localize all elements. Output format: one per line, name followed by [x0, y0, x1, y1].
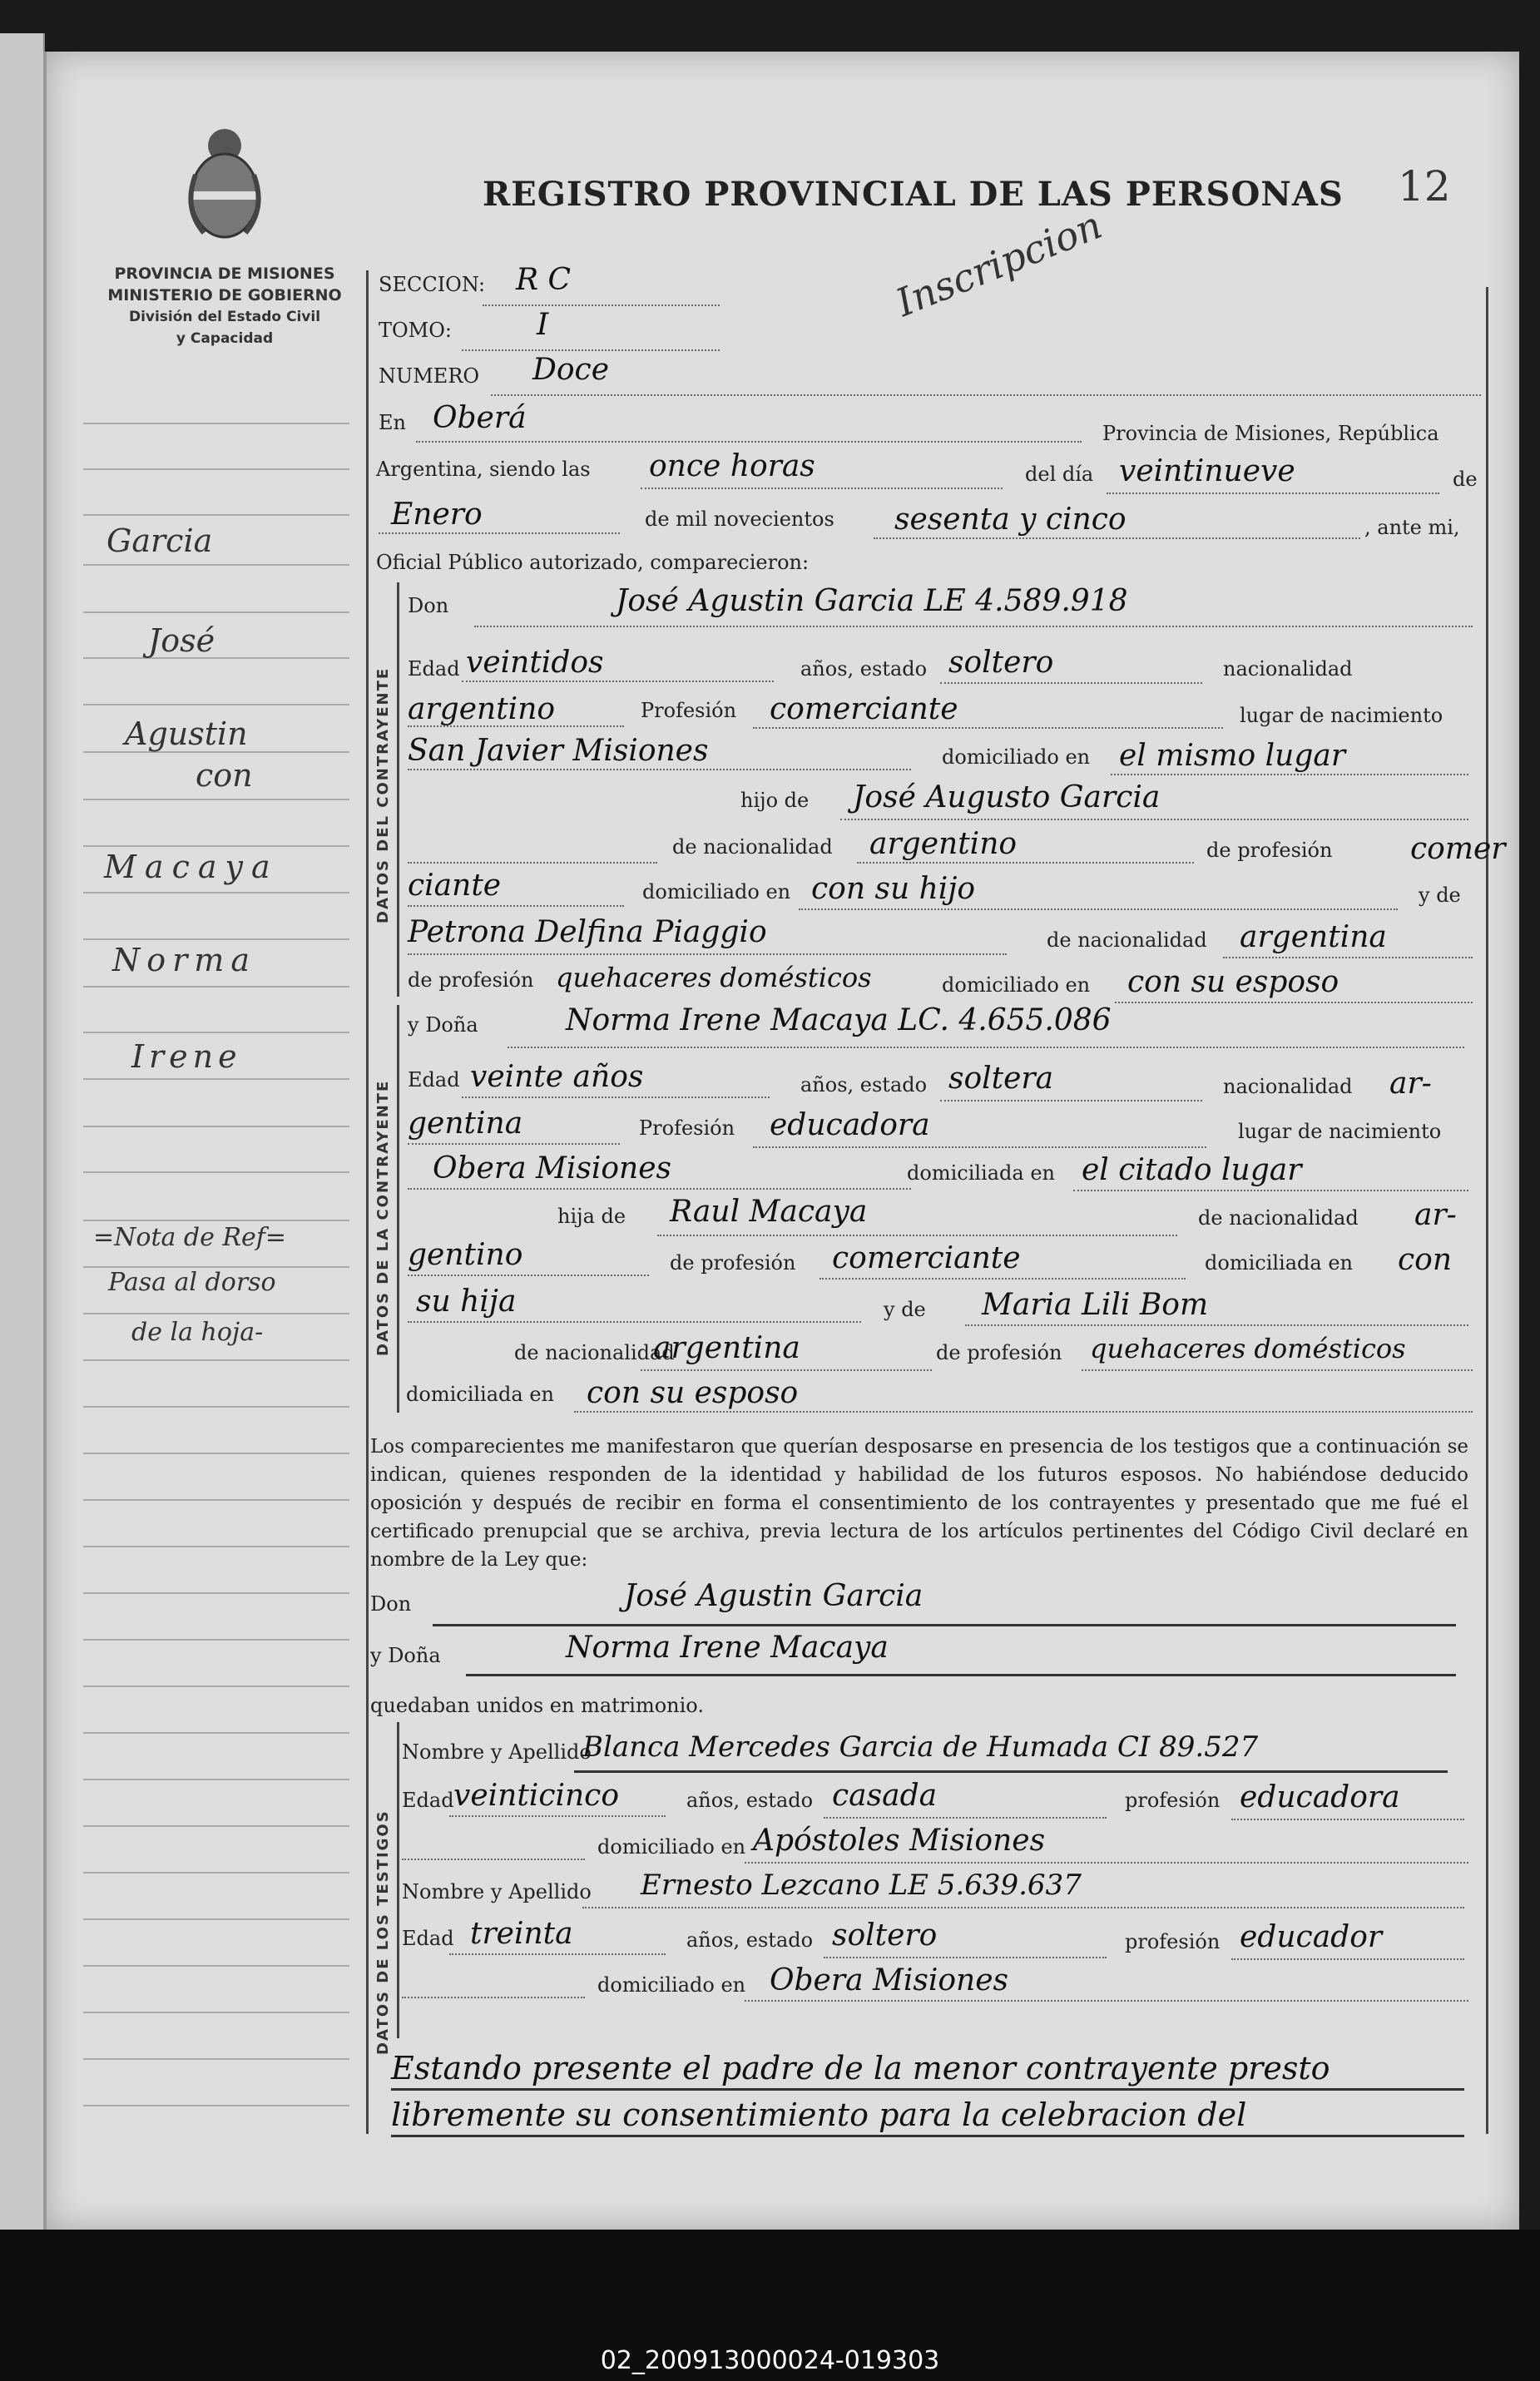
- c2-madre: Maria Lili Bom: [982, 1288, 1209, 1322]
- c2-hija-label: hija de: [557, 1205, 626, 1228]
- seccion-label: SECCION:: [379, 273, 486, 296]
- mes-value: Enero: [391, 497, 483, 532]
- t1-edad-label: Edad: [402, 1789, 454, 1812]
- t2-nombre: Ernesto Lezcano LE 5.639.637: [641, 1869, 1082, 1902]
- c2-anios-label: años, estado: [800, 1073, 928, 1096]
- image-caption: 02_200913000024-019303: [600, 2346, 940, 2375]
- c2-nac-label: nacionalidad: [1223, 1075, 1353, 1098]
- t2-estado: soltero: [832, 1918, 938, 1953]
- ministry-block: [83, 263, 366, 349]
- c2-padre-dom-label: domiciliada en: [1205, 1251, 1353, 1275]
- c1-estado: soltero: [948, 646, 1054, 680]
- contrayente2-bracket: [397, 1005, 399, 1413]
- t1-dom: Apóstoles Misiones: [753, 1824, 1046, 1858]
- margin-name2: Agustin: [125, 715, 248, 752]
- closing-line1: Estando presente el padre de la menor contrayente presto: [391, 2050, 1330, 2086]
- t1-edad: veinticinco: [453, 1779, 620, 1813]
- c2-nac1: ar-: [1389, 1067, 1432, 1101]
- c1-hijo-label: hijo de: [740, 789, 810, 812]
- t1-estado: casada: [832, 1779, 938, 1813]
- c1-name: José Agustin Garcia LE 4.589.918: [616, 584, 1128, 618]
- margin-name1: José: [148, 622, 215, 659]
- t2-dom: Obera Misiones: [770, 1963, 1008, 1997]
- t2-estado-label: años, estado: [686, 1928, 814, 1952]
- c2-padre-prof-label: de profesión: [670, 1251, 796, 1275]
- t1-prof-label: profesión: [1125, 1789, 1221, 1812]
- t1-dom-label: domiciliado en: [597, 1835, 746, 1859]
- coat-of-arms-icon: [179, 125, 270, 241]
- c1-padre-dom-label: domiciliado en: [642, 880, 791, 903]
- t2-nombre-label: Nombre y Apellido: [402, 1880, 592, 1903]
- right-rule: [1486, 287, 1488, 2134]
- c2-madre-prof: quehaceres domésticos: [1090, 1333, 1406, 1364]
- decl-don-value: José Agustin Garcia: [624, 1579, 924, 1613]
- margin-con: con: [196, 757, 253, 794]
- c2-edad-label: Edad: [408, 1068, 460, 1091]
- decl-don-label: Don: [370, 1592, 412, 1616]
- t2-prof-label: profesión: [1125, 1930, 1221, 1953]
- c1-prof: comerciante: [770, 692, 958, 726]
- c2-padre-dom2: su hija: [416, 1285, 517, 1319]
- c1-dom: el mismo lugar: [1119, 739, 1346, 773]
- c2-dom-label: domiciliada en: [907, 1161, 1055, 1185]
- page-title: REGISTRO PROVINCIAL DE LAS PERSONAS: [483, 175, 1344, 214]
- c2-padre: Raul Macaya: [670, 1195, 868, 1229]
- ministry-line1: PROVINCIA DE MISIONES: [114, 265, 335, 283]
- provincia-text: Provincia de Misiones, República: [1102, 422, 1439, 445]
- margin-rule: [366, 270, 369, 2134]
- decl-dona-label: y Doña: [370, 1644, 441, 1667]
- margin-surname: Garcia: [106, 522, 213, 559]
- horas-value: once horas: [649, 449, 815, 483]
- margin-note3: de la hoja-: [131, 1318, 264, 1347]
- c2-lugar-label: lugar de nacimiento: [1238, 1120, 1442, 1143]
- t1-nombre-label: Nombre y Apellido: [402, 1740, 592, 1764]
- contrayente1-bracket: [397, 582, 399, 997]
- c1-dom-label: domiciliado en: [942, 745, 1091, 769]
- c1-nac-label: nacionalidad: [1223, 657, 1353, 681]
- c2-padre-dom1: con: [1398, 1243, 1453, 1277]
- c1-lugar-label: lugar de nacimiento: [1240, 704, 1443, 727]
- numero-label: NUMERO: [379, 364, 480, 388]
- c1-padre-nac-label: de nacionalidad: [672, 835, 833, 859]
- de-label: de: [1453, 468, 1478, 491]
- oficial-text: Oficial Público autorizado, comparecieron:: [376, 551, 810, 574]
- contrayente1-label: DATOS DEL CONTRAYENTE: [374, 666, 392, 923]
- t2-prof: educador: [1240, 1920, 1383, 1954]
- t2-dom-label: domiciliado en: [597, 1973, 746, 1997]
- c1-nac: argentino: [408, 692, 556, 726]
- margin-note1: =Nota de Ref=: [93, 1223, 287, 1252]
- c2-nac2: gentina: [408, 1106, 523, 1141]
- c1-madre-nac-label: de nacionalidad: [1047, 928, 1207, 952]
- c1-lugar: San Javier Misiones: [408, 734, 709, 768]
- c2-edad: veinte años: [470, 1060, 644, 1094]
- c2-estado: soltera: [948, 1062, 1054, 1096]
- c1-yde-label: y de: [1419, 884, 1461, 907]
- en-label: En: [379, 411, 406, 434]
- c1-prof-label: Profesión: [641, 699, 737, 722]
- c2-padre-nac-label: de nacionalidad: [1198, 1206, 1359, 1230]
- c1-anios-label: años, estado: [800, 657, 928, 681]
- anio-value: sesenta y cinco: [894, 502, 1127, 537]
- c2-name: Norma Irene Macaya LC. 4.655.086: [566, 1003, 1112, 1037]
- seccion-value: R C: [516, 263, 572, 297]
- ministry-line4: y Capacidad: [176, 330, 274, 347]
- c1-padre-prof2: ciante: [408, 869, 502, 903]
- c1-madre-prof: quehaceres domésticos: [556, 962, 872, 993]
- numero-value: Doce: [532, 353, 610, 387]
- t1-prof: educadora: [1240, 1780, 1400, 1814]
- tomo-value: I: [537, 308, 549, 342]
- ministry-line3: División del Estado Civil: [128, 309, 321, 325]
- c2-padre-prof: comerciante: [832, 1241, 1021, 1275]
- c1-madre-nac: argentina: [1240, 920, 1387, 954]
- c2-madre-nac-label: de nacionalidad: [514, 1341, 675, 1364]
- c2-madre-prof-label: de profesión: [936, 1341, 1062, 1364]
- testigos-label: DATOS DE LOS TESTIGOS: [374, 1809, 392, 2055]
- c2-padre-nac1: ar-: [1414, 1198, 1457, 1232]
- closing-line2: libremente su consentimiento para la celebracion del: [391, 2096, 1247, 2133]
- c2-dom: el citado lugar: [1082, 1153, 1302, 1187]
- c1-padre: José Augusto Garcia: [853, 780, 1161, 814]
- del-dia-label: del día: [1025, 463, 1094, 486]
- c1-edad-label: Edad: [408, 657, 460, 681]
- declaration-text: Los comparecientes me manifestaron que querían desposarse en presencia de los testigos que a continuación se indican, quienes responden de la identidad y habilidad de los futuros esposos. No habiéndose deducido oposición y después de recibir en forma el consentimiento de los contrayentes y presentado que me fué el certificado prenupcial que se archiva, previa lectura de los artículos pertinentes del Código Civil declaré en nombre de la Ley que:: [370, 1436, 1468, 1571]
- mil-label: de mil novecientos: [645, 507, 834, 531]
- c2-madre-nac: argentina: [653, 1331, 800, 1365]
- t1-nombre: Blanca Mercedes Garcia de Humada CI 89.527: [582, 1730, 1259, 1764]
- inscription-stamp: Inscripcion: [889, 202, 1108, 325]
- c2-yde-label: y de: [884, 1298, 926, 1321]
- c1-madre-prof-label: de profesión: [408, 968, 534, 992]
- c2-madre-dom-label: domiciliada en: [406, 1383, 554, 1406]
- tomo-label: TOMO:: [379, 319, 453, 342]
- t1-estado-label: años, estado: [686, 1789, 814, 1812]
- ministry-line2: MINISTERIO DE GOBIERNO: [107, 286, 342, 304]
- t2-edad-label: Edad: [402, 1927, 454, 1950]
- page-number: 12: [1398, 162, 1451, 210]
- c1-padre-dom: con su hijo: [811, 872, 976, 906]
- contrayente2-label: DATOS DE LA CONTRAYENTE: [374, 1079, 392, 1356]
- dia-value: veintinueve: [1119, 454, 1295, 488]
- book-edge: [0, 33, 45, 2246]
- c1-madre-dom: con su esposo: [1127, 965, 1339, 999]
- c1-padre-prof1: comer: [1410, 832, 1506, 866]
- en-value: Oberá: [433, 401, 527, 435]
- ante-label: , ante mi,: [1364, 516, 1460, 539]
- argentina-text: Argentina, siendo las: [376, 458, 591, 481]
- c2-dona-label: y Doña: [408, 1013, 478, 1037]
- decl-dona-value: Norma Irene Macaya: [566, 1631, 889, 1665]
- c1-madre: Petrona Delfina Piaggio: [408, 915, 767, 949]
- c2-padre-nac2: gentino: [408, 1238, 523, 1272]
- c1-don-label: Don: [408, 594, 449, 617]
- c1-padre-nac: argentino: [869, 827, 1018, 861]
- margin-name3: Norma: [112, 942, 256, 978]
- c2-prof-label: Profesión: [639, 1116, 735, 1140]
- c2-madre-dom: con su esposo: [587, 1376, 799, 1410]
- c1-madre-dom-label: domiciliado en: [942, 973, 1091, 997]
- margin-note2: Pasa al dorso: [108, 1268, 276, 1297]
- c2-lugar: Obera Misiones: [433, 1151, 671, 1186]
- c1-edad: veintidos: [466, 646, 604, 680]
- t2-edad: treinta: [470, 1917, 573, 1951]
- c2-prof: educadora: [770, 1108, 930, 1142]
- margin-name4: Irene: [131, 1038, 242, 1075]
- decl-quedaban: quedaban unidos en matrimonio.: [370, 1694, 704, 1717]
- testigos-bracket: [397, 1722, 399, 2038]
- margin-surname2: Macaya: [104, 849, 279, 885]
- c1-padre-prof-label: de profesión: [1206, 839, 1333, 862]
